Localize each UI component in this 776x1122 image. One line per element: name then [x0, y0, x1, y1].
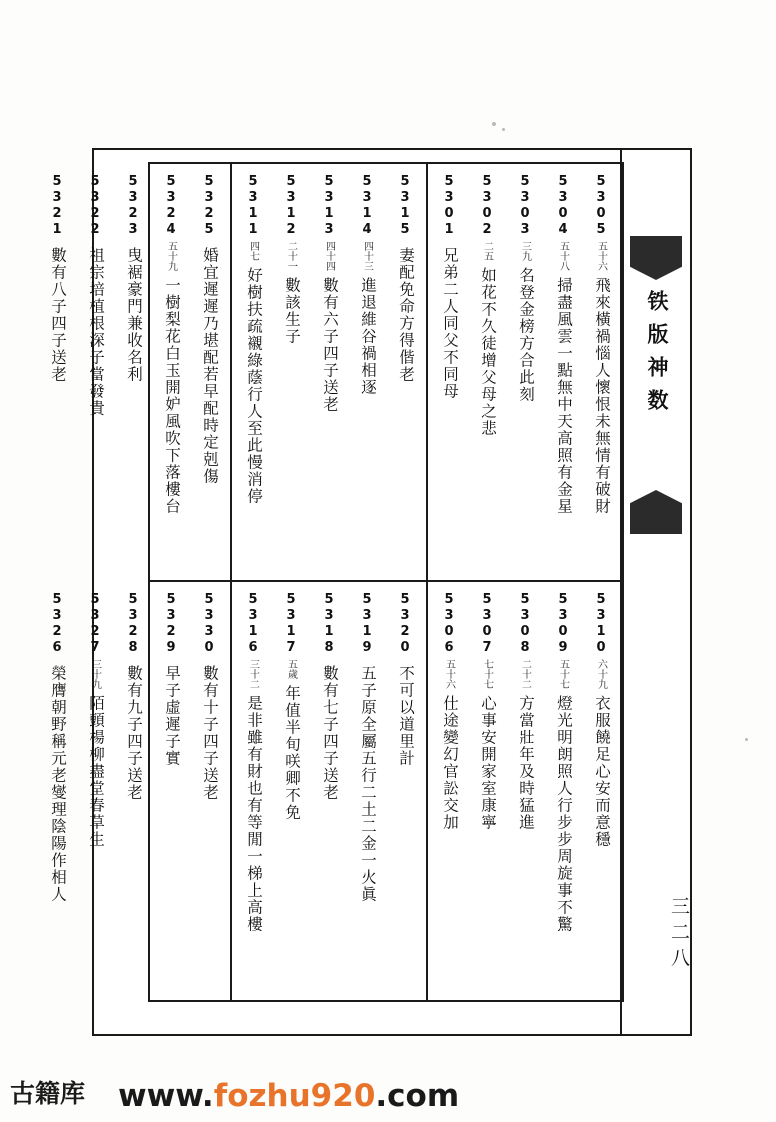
entry-subnumber: 五十六: [443, 659, 455, 689]
entry-column: [38, 170, 76, 576]
entry-column: [386, 170, 424, 576]
site-url: [118, 1078, 459, 1114]
entry-subnumber: 五十九: [165, 241, 177, 271]
entry-column: [310, 588, 348, 996]
entry-column: [152, 170, 190, 576]
entry-number: 5321: [49, 174, 65, 238]
column-group-lower-middle: [232, 582, 428, 1000]
entry-number: 5326: [49, 592, 65, 656]
entry-column: [310, 170, 348, 576]
entry-column: [544, 588, 582, 996]
entry-column: [272, 588, 310, 996]
entry-text: 婚宜遲遲乃堪配若早配時定剋傷: [201, 247, 218, 485]
entry-number: 5324: [163, 174, 179, 238]
entry-text: 數有八子四子送老: [49, 247, 66, 383]
site-url-prefix: www.: [118, 1078, 214, 1114]
entry-number: 5330: [201, 592, 217, 656]
entry-text: 方當壯年及時猛進: [517, 695, 534, 831]
entry-text: 數有十子四子送老: [201, 665, 218, 801]
entry-number: 5329: [163, 592, 179, 656]
entry-subnumber: 二十二: [519, 659, 531, 689]
page-number: 三二八: [668, 896, 689, 974]
entry-column: [468, 588, 506, 996]
site-url-suffix: .com: [375, 1078, 460, 1114]
column-group-lower-right: [428, 582, 622, 1000]
entry-number: 5327: [87, 592, 103, 656]
entry-column: [544, 170, 582, 576]
column-group-lower-left: [36, 582, 232, 1000]
entry-subnumber: 四十四: [323, 241, 335, 271]
entry-subnumber: 五十八: [557, 241, 569, 271]
entry-column: [506, 588, 544, 996]
entry-text: 仕途變幻官訟交加: [441, 695, 458, 831]
entry-number: 5311: [245, 174, 261, 238]
content-block-lower: [49, 582, 624, 1002]
site-url-main: fozhu920: [213, 1078, 376, 1114]
entry-text: 衣服饒足心安而意穩: [593, 695, 610, 848]
entry-subnumber: 二十一: [285, 241, 297, 271]
entry-number: 5313: [321, 174, 337, 238]
entry-column: [234, 588, 272, 996]
entry-text: 榮膺朝野稱元老燮理陰陽作相人: [49, 665, 66, 903]
entry-subnumber: 三十九: [89, 659, 101, 689]
entry-text: 好樹扶疏襯綠蔭行人至此慢消停: [245, 267, 262, 505]
entry-subnumber: 四十三: [361, 241, 373, 271]
entry-text: 五子原全屬五行二土二金一火眞: [359, 665, 376, 903]
entry-text: 曳裾豪門兼收名利: [125, 247, 142, 383]
book-page-frame: [49, 148, 692, 1036]
watermark-footer: [0, 1052, 776, 1122]
entry-text: 一樹梨花白玉開妒風吹下落樓台: [163, 277, 180, 515]
entry-number: 5320: [397, 592, 413, 656]
entry-column: [386, 588, 424, 996]
entry-text: 陌頭楊柳盡堂春草生: [87, 695, 104, 848]
column-group-upper-left: [36, 164, 232, 580]
entry-column: [430, 588, 468, 996]
entry-text: 是非雖有財也有等閒一梯上高樓: [245, 695, 262, 933]
column-group-upper-right: [428, 164, 622, 580]
entry-number: 5305: [593, 174, 609, 238]
entry-column: [348, 170, 386, 576]
entry-column: [152, 588, 190, 996]
entry-text: 飛來橫禍惱人懷恨未無情有破財: [593, 277, 610, 515]
entry-subnumber: 二五: [481, 241, 493, 261]
entry-column: [76, 170, 114, 576]
entry-number: 5306: [441, 592, 457, 656]
entry-number: 5316: [245, 592, 261, 656]
entry-number: 5303: [517, 174, 533, 238]
entry-text: 早子虛遲子實: [163, 665, 180, 767]
entry-text: 祖宗培植根深子當發貴: [87, 247, 104, 417]
entry-column: [468, 170, 506, 576]
book-title: 铁版神数: [645, 290, 669, 422]
entry-subnumber: 六十九: [595, 659, 607, 689]
entry-subnumber: 七十七: [481, 659, 493, 689]
entry-number: 5318: [321, 592, 337, 656]
entry-number: 5323: [125, 174, 141, 238]
entry-number: 5317: [283, 592, 299, 656]
column-group-upper-middle: [232, 164, 428, 580]
book-spine-strip: [620, 150, 690, 1034]
entry-column: [582, 588, 620, 996]
spine-ornament-bottom-icon: [630, 490, 682, 534]
entry-column: [582, 170, 620, 576]
entry-text: 如花不久徒增父母之悲: [479, 267, 496, 437]
entry-text: 進退維谷禍相逐: [359, 277, 376, 396]
entry-text: 數該生子: [283, 277, 300, 345]
entry-subnumber: 三九: [519, 241, 531, 261]
entry-column: [234, 170, 272, 576]
scan-speck: [492, 122, 496, 126]
site-brand: 古籍库: [10, 1079, 86, 1108]
entry-column: [114, 170, 152, 576]
entry-column: [76, 588, 114, 996]
entry-column: [272, 170, 310, 576]
entry-number: 5328: [125, 592, 141, 656]
entry-text: 數有九子四子送老: [125, 665, 142, 801]
spine-ornament-top-icon: [630, 236, 682, 280]
entry-number: 5314: [359, 174, 375, 238]
entry-number: 5308: [517, 592, 533, 656]
entry-number: 5310: [593, 592, 609, 656]
entry-subnumber: 四七: [247, 241, 259, 261]
entry-column: [506, 170, 544, 576]
entry-number: 5304: [555, 174, 571, 238]
content-block-upper: [49, 162, 624, 582]
entry-number: 5315: [397, 174, 413, 238]
entry-column: [38, 588, 76, 996]
entry-number: 5302: [479, 174, 495, 238]
entry-subnumber: 三十二: [247, 659, 259, 689]
entry-text: 年值半旬咲卿不免: [283, 685, 300, 821]
entry-number: 5307: [479, 592, 495, 656]
entry-subnumber: 五歲: [285, 659, 297, 679]
entry-number: 5325: [201, 174, 217, 238]
entry-text: 掃盡風雲一點無中天高照有金星: [555, 277, 572, 515]
entry-number: 5319: [359, 592, 375, 656]
entry-subnumber: 五十七: [557, 659, 569, 689]
entry-number: 5309: [555, 592, 571, 656]
entry-column: [430, 170, 468, 576]
entry-text: 心事安開家室康寧: [479, 695, 496, 831]
entry-text: 數有七子四子送老: [321, 665, 338, 801]
entry-text: 不可以道里計: [397, 665, 414, 767]
entry-text: 數有六子四子送老: [321, 277, 338, 413]
entry-text: 妻配免命方得偕老: [397, 247, 414, 383]
entry-number: 5312: [283, 174, 299, 238]
entry-text: 兄弟二人同父不同母: [441, 247, 458, 400]
entry-text: 名登金榜方合此刻: [517, 267, 534, 403]
scan-speck: [502, 128, 505, 131]
entry-column: [348, 588, 386, 996]
scan-speck: [745, 738, 748, 741]
entry-text: 燈光明朗照人行步步周旋事不驚: [555, 695, 572, 933]
entry-number: 5301: [441, 174, 457, 238]
entry-column: [190, 588, 228, 996]
entry-number: 5322: [87, 174, 103, 238]
entry-column: [114, 588, 152, 996]
entry-column: [190, 170, 228, 576]
entry-subnumber: 五十六: [595, 241, 607, 271]
